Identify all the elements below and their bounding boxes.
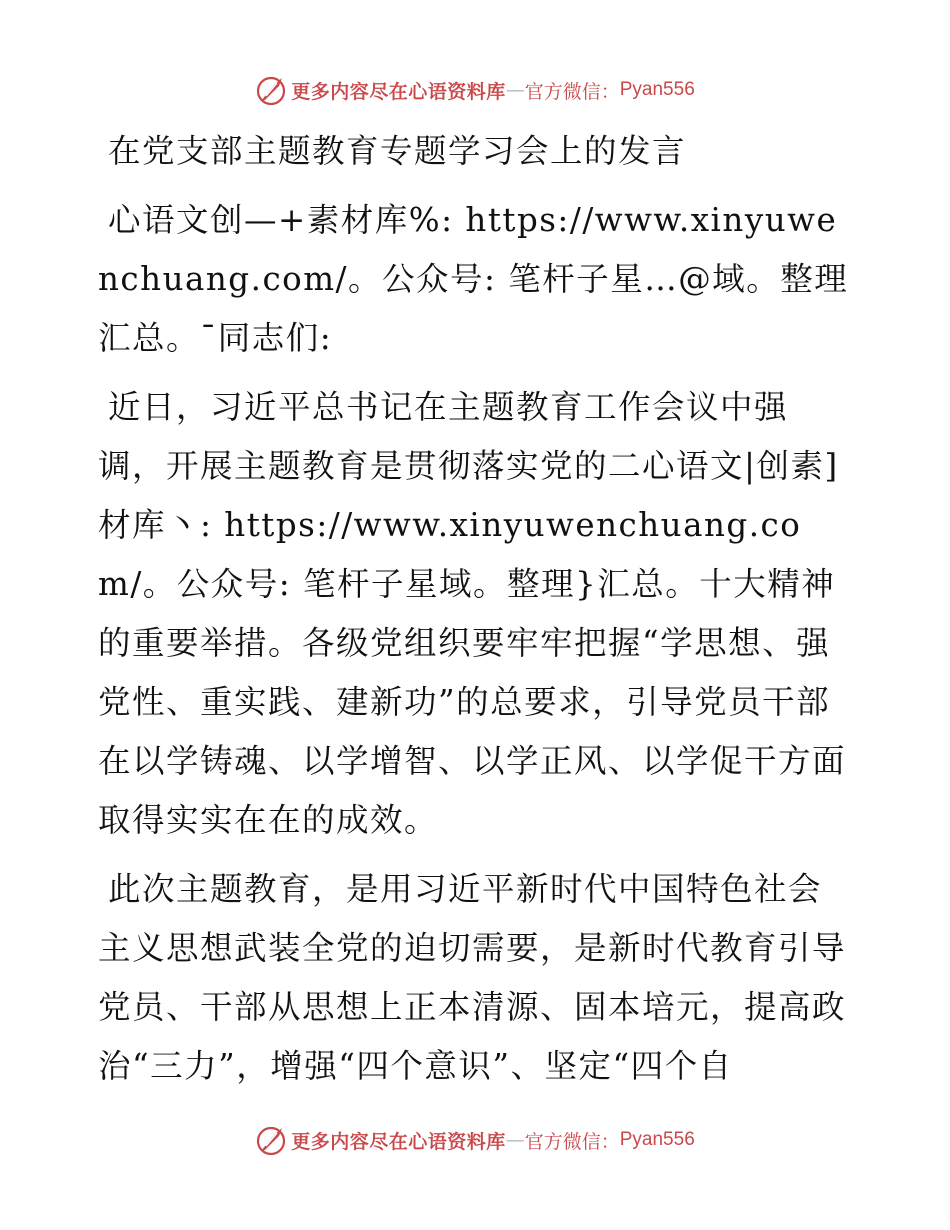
brand-text: 更多内容尽在心语资料库	[291, 80, 506, 103]
paragraph-body-2: 此次主题教育，是用习近平新时代中国特色社会主义思想武装全党的迫切需要，是新时代教育引导党员、干部从思想上正本清源、固本培元，提高政治“三力”，增强“四个意识”、坚定“四个自	[98, 870, 847, 1085]
quill-pen-logo-icon	[255, 74, 287, 106]
banner-separator: —	[505, 1129, 525, 1151]
paragraph-intro: 心语文创—+素材库%: https://www.xinyuwenchuang.com/。公众号: 笔杆子星…@域。整理汇总。¯同志们:	[98, 201, 849, 357]
document-body	[98, 122, 850, 1096]
official-wechat-label: 官方微信：	[524, 1130, 620, 1153]
quill-pen-logo-icon	[255, 1124, 287, 1156]
banner-separator: —	[505, 79, 525, 101]
header-watermark-banner	[0, 70, 950, 110]
wechat-id: Pyan556	[619, 1129, 695, 1150]
wechat-id: Pyan556	[619, 79, 695, 100]
paragraph-body-1: 近日，习近平总书记在主题教育工作会议中强调，开展主题教育是贯彻落实党的二心语文|创素]材库丶: https://www.xinyuwenchuang.com/。公众号: 笔杆子星域。整理}汇总。十大精神的重要举措。各级党组织要牢牢把握“学思想、强党性、重实践、建新功”的总要求，引导党员干部在以学铸魂、以学增智、以学正风、以学促干方面取得实实在在的成效。	[98, 388, 847, 839]
brand-text: 更多内容尽在心语资料库	[291, 1130, 506, 1153]
document-title: 在党支部主题教育专题学习会上的发言	[108, 132, 687, 170]
footer-watermark-banner	[0, 1120, 950, 1160]
official-wechat-label: 官方微信：	[524, 80, 620, 103]
